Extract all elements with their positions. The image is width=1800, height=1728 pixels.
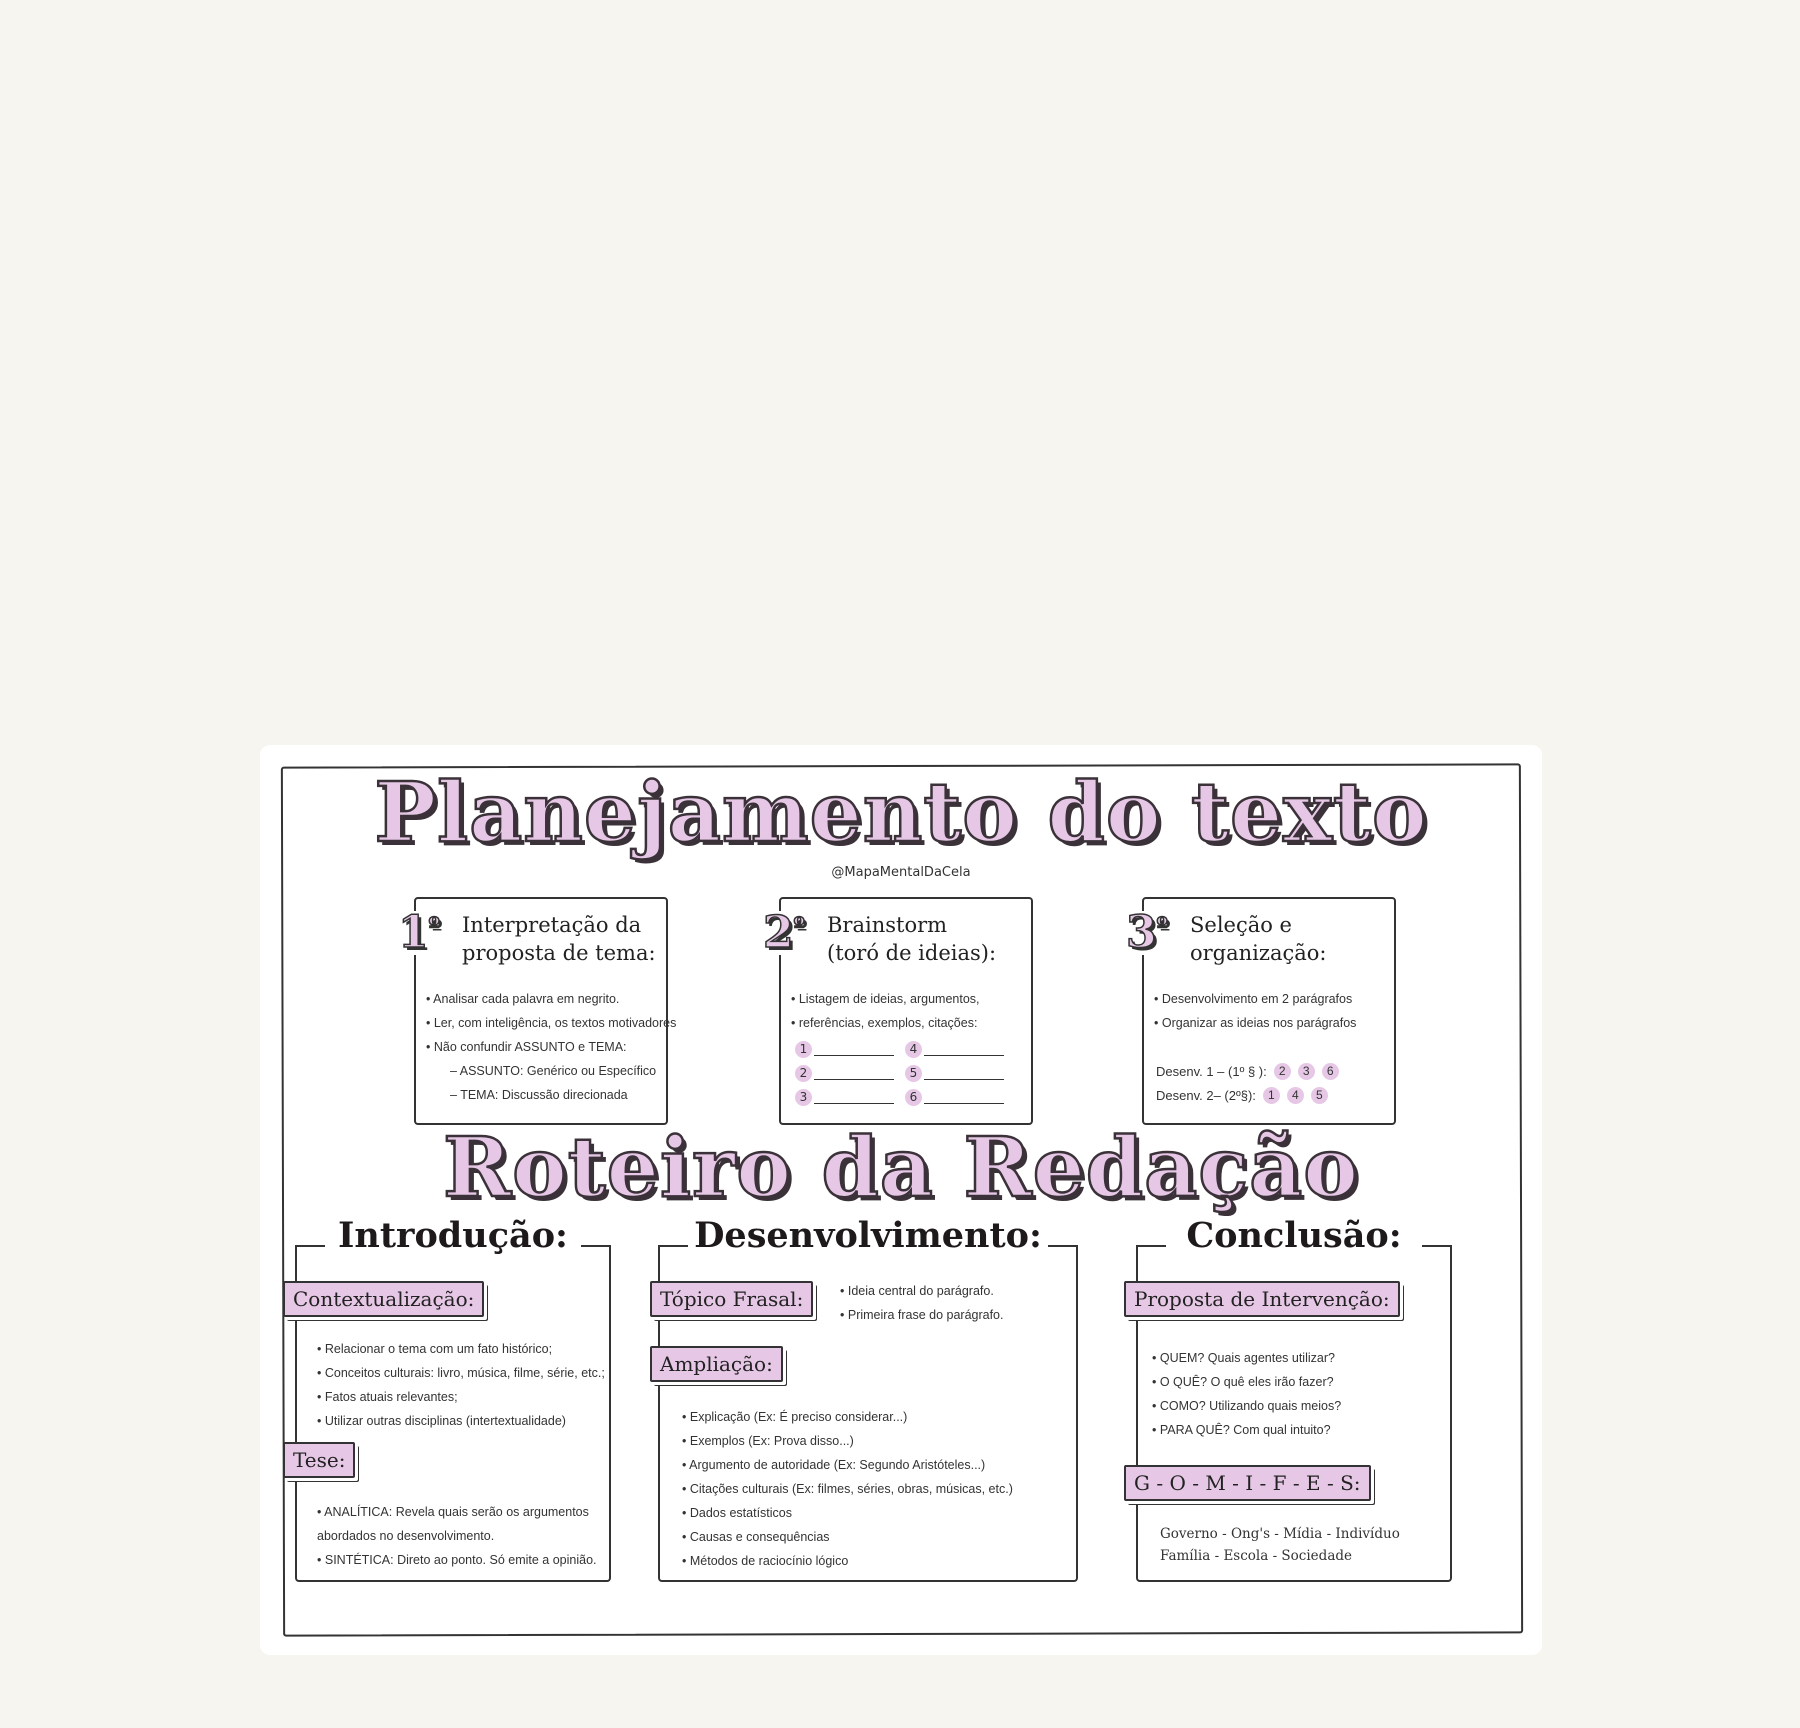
blank-line — [924, 1067, 1004, 1080]
list-item-continuation: • referências, exemplos, citações: — [791, 1011, 1025, 1035]
step-2-number: $2^º$ — [763, 907, 805, 958]
list-item: • Analisar cada palavra em negrito. — [426, 987, 660, 1011]
topic-sentence-tag: Tópico Frasal: — [650, 1281, 813, 1317]
slot-number: 1 — [1263, 1087, 1280, 1104]
blank-line — [814, 1043, 894, 1056]
list-item: • SINTÉTICA: Direto ao ponto. Só emite a opinião. — [317, 1548, 597, 1572]
blank-line — [924, 1091, 1004, 1104]
step-1-title-line2: proposta de tema: — [462, 941, 656, 965]
thesis-tag: Tese: — [283, 1442, 355, 1478]
list-item: • Primeira frase do parágrafo. — [840, 1303, 1004, 1327]
step-2-title — [827, 911, 1027, 967]
step-3-number: $3^º$ — [1126, 907, 1168, 958]
list-item: • Organizar as ideias nos parágrafos — [1154, 1011, 1388, 1035]
list-item: • PARA QUÊ? Com qual intuito? — [1152, 1418, 1341, 1442]
list-item: • Listagem de ideias, argumentos, — [791, 987, 1025, 1011]
intervention-tag: Proposta de Intervenção: — [1124, 1281, 1400, 1317]
blank-line — [814, 1067, 894, 1080]
step-2-box — [763, 897, 1033, 1125]
contextualization-tag: Contextualização: — [283, 1281, 484, 1317]
list-subitem: – ASSUNTO: Genérico ou Específico — [426, 1059, 660, 1083]
desenv-2-label: Desenv. 2– (2º§): — [1156, 1087, 1256, 1103]
list-item: • Fatos atuais relevantes; — [317, 1385, 605, 1409]
blank-line — [814, 1091, 894, 1104]
slot-number: 5 — [905, 1065, 922, 1082]
step-1-box — [398, 897, 677, 1125]
list-item: • Ler, com inteligência, os textos motivadores — [426, 1011, 660, 1035]
list-item: • Dados estatísticos — [682, 1501, 1013, 1525]
planning-title: Planejamento do texto — [374, 765, 1428, 861]
step-3-title — [1190, 911, 1390, 967]
slot-number: 1 — [795, 1041, 812, 1058]
step-3-box — [1126, 897, 1396, 1125]
author-handle: @MapaMentalDaCela — [831, 865, 971, 880]
desenv-1-label: Desenv. 1 – (1º § ): — [1156, 1063, 1267, 1079]
step-1-title — [462, 911, 662, 967]
step-2-title-line2: (toró de ideias): — [827, 941, 997, 965]
list-item: • Desenvolvimento em 2 parágrafos — [1154, 987, 1388, 1011]
slot-number: 2 — [1274, 1063, 1291, 1080]
slot-number: 6 — [1322, 1063, 1339, 1080]
gomifes-tag: G - O - M - I - F - E - S: — [1124, 1465, 1371, 1501]
gomifes-agents — [1160, 1523, 1400, 1567]
list-subitem: – TEMA: Discussão direcionada — [426, 1083, 660, 1107]
list-item: • Não confundir ASSUNTO e TEMA: — [426, 1035, 660, 1059]
slot-number: 3 — [1298, 1063, 1315, 1080]
step-2-title-line1: Brainstorm — [827, 913, 948, 937]
introduction-section — [293, 1215, 611, 1582]
development-section — [658, 1215, 1078, 1582]
step-1-number: $1^º$ — [398, 907, 440, 958]
step-1-list — [426, 987, 677, 1107]
list-item: • Causas e consequências — [682, 1525, 1013, 1549]
slot-number: 6 — [905, 1089, 922, 1106]
list-item: • Utilizar outras disciplinas (intertextualidade) — [317, 1409, 605, 1433]
slot-number: 4 — [1287, 1087, 1304, 1104]
list-item: • Exemplos (Ex: Prova disso...) — [682, 1429, 1013, 1453]
blank-line — [924, 1043, 1004, 1056]
intervention-list — [1152, 1346, 1341, 1442]
slot-number: 5 — [1311, 1087, 1328, 1104]
slot-number: 2 — [795, 1065, 812, 1082]
step-2-list — [791, 987, 1025, 1035]
list-item: • COMO? Utilizando quais meios? — [1152, 1394, 1341, 1418]
step-3-title-line2: organização: — [1190, 941, 1327, 965]
topic-sentence-list — [840, 1279, 1004, 1327]
contextualization-list — [317, 1337, 605, 1433]
paragraph-assignment — [1156, 1059, 1339, 1107]
list-item: • O QUÊ? O quê eles irão fazer? — [1152, 1370, 1341, 1394]
slot-number: 3 — [795, 1089, 812, 1106]
list-item: • Ideia central do parágrafo. — [840, 1279, 1004, 1303]
thesis-list — [317, 1500, 597, 1572]
list-item: • QUEM? Quais agentes utilizar? — [1152, 1346, 1341, 1370]
conclusion-title: Conclusão: — [1186, 1215, 1402, 1256]
list-item: • Argumento de autoridade (Ex: Segundo Aristóteles...) — [682, 1453, 1013, 1477]
step-3-title-line1: Seleção e — [1190, 913, 1292, 937]
slot-number: 4 — [905, 1041, 922, 1058]
introduction-title: Introdução: — [338, 1215, 568, 1256]
list-item: • ANALÍTICA: Revela quais serão os argumentos — [317, 1500, 597, 1524]
list-item: • Relacionar o tema com um fato histórico; — [317, 1337, 605, 1361]
gomifes-line-2: Família - Escola - Sociedade — [1160, 1548, 1352, 1564]
gomifes-line-1: Governo - Ong's - Mídia - Indivíduo — [1160, 1526, 1400, 1542]
list-item-continuation: abordados no desenvolvimento. — [317, 1529, 495, 1543]
list-item: • Explicação (Ex: É preciso considerar...) — [682, 1405, 1013, 1429]
expansion-list — [682, 1405, 1013, 1573]
step-3-list — [1154, 987, 1388, 1035]
expansion-tag: Ampliação: — [650, 1346, 783, 1382]
essay-script-title: Roteiro da Redação — [442, 1120, 1360, 1216]
mind-map-card — [260, 745, 1542, 1655]
list-item: • Conceitos culturais: livro, música, filme, série, etc.; — [317, 1361, 605, 1385]
conclusion-section — [1134, 1215, 1452, 1582]
list-item: • Métodos de raciocínio lógico — [682, 1549, 1013, 1573]
brainstorm-slots — [795, 1037, 1015, 1109]
list-item: • Citações culturais (Ex: filmes, séries, obras, músicas, etc.) — [682, 1477, 1013, 1501]
step-1-title-line1: Interpretação da — [462, 913, 642, 937]
development-title: Desenvolvimento: — [694, 1215, 1042, 1256]
